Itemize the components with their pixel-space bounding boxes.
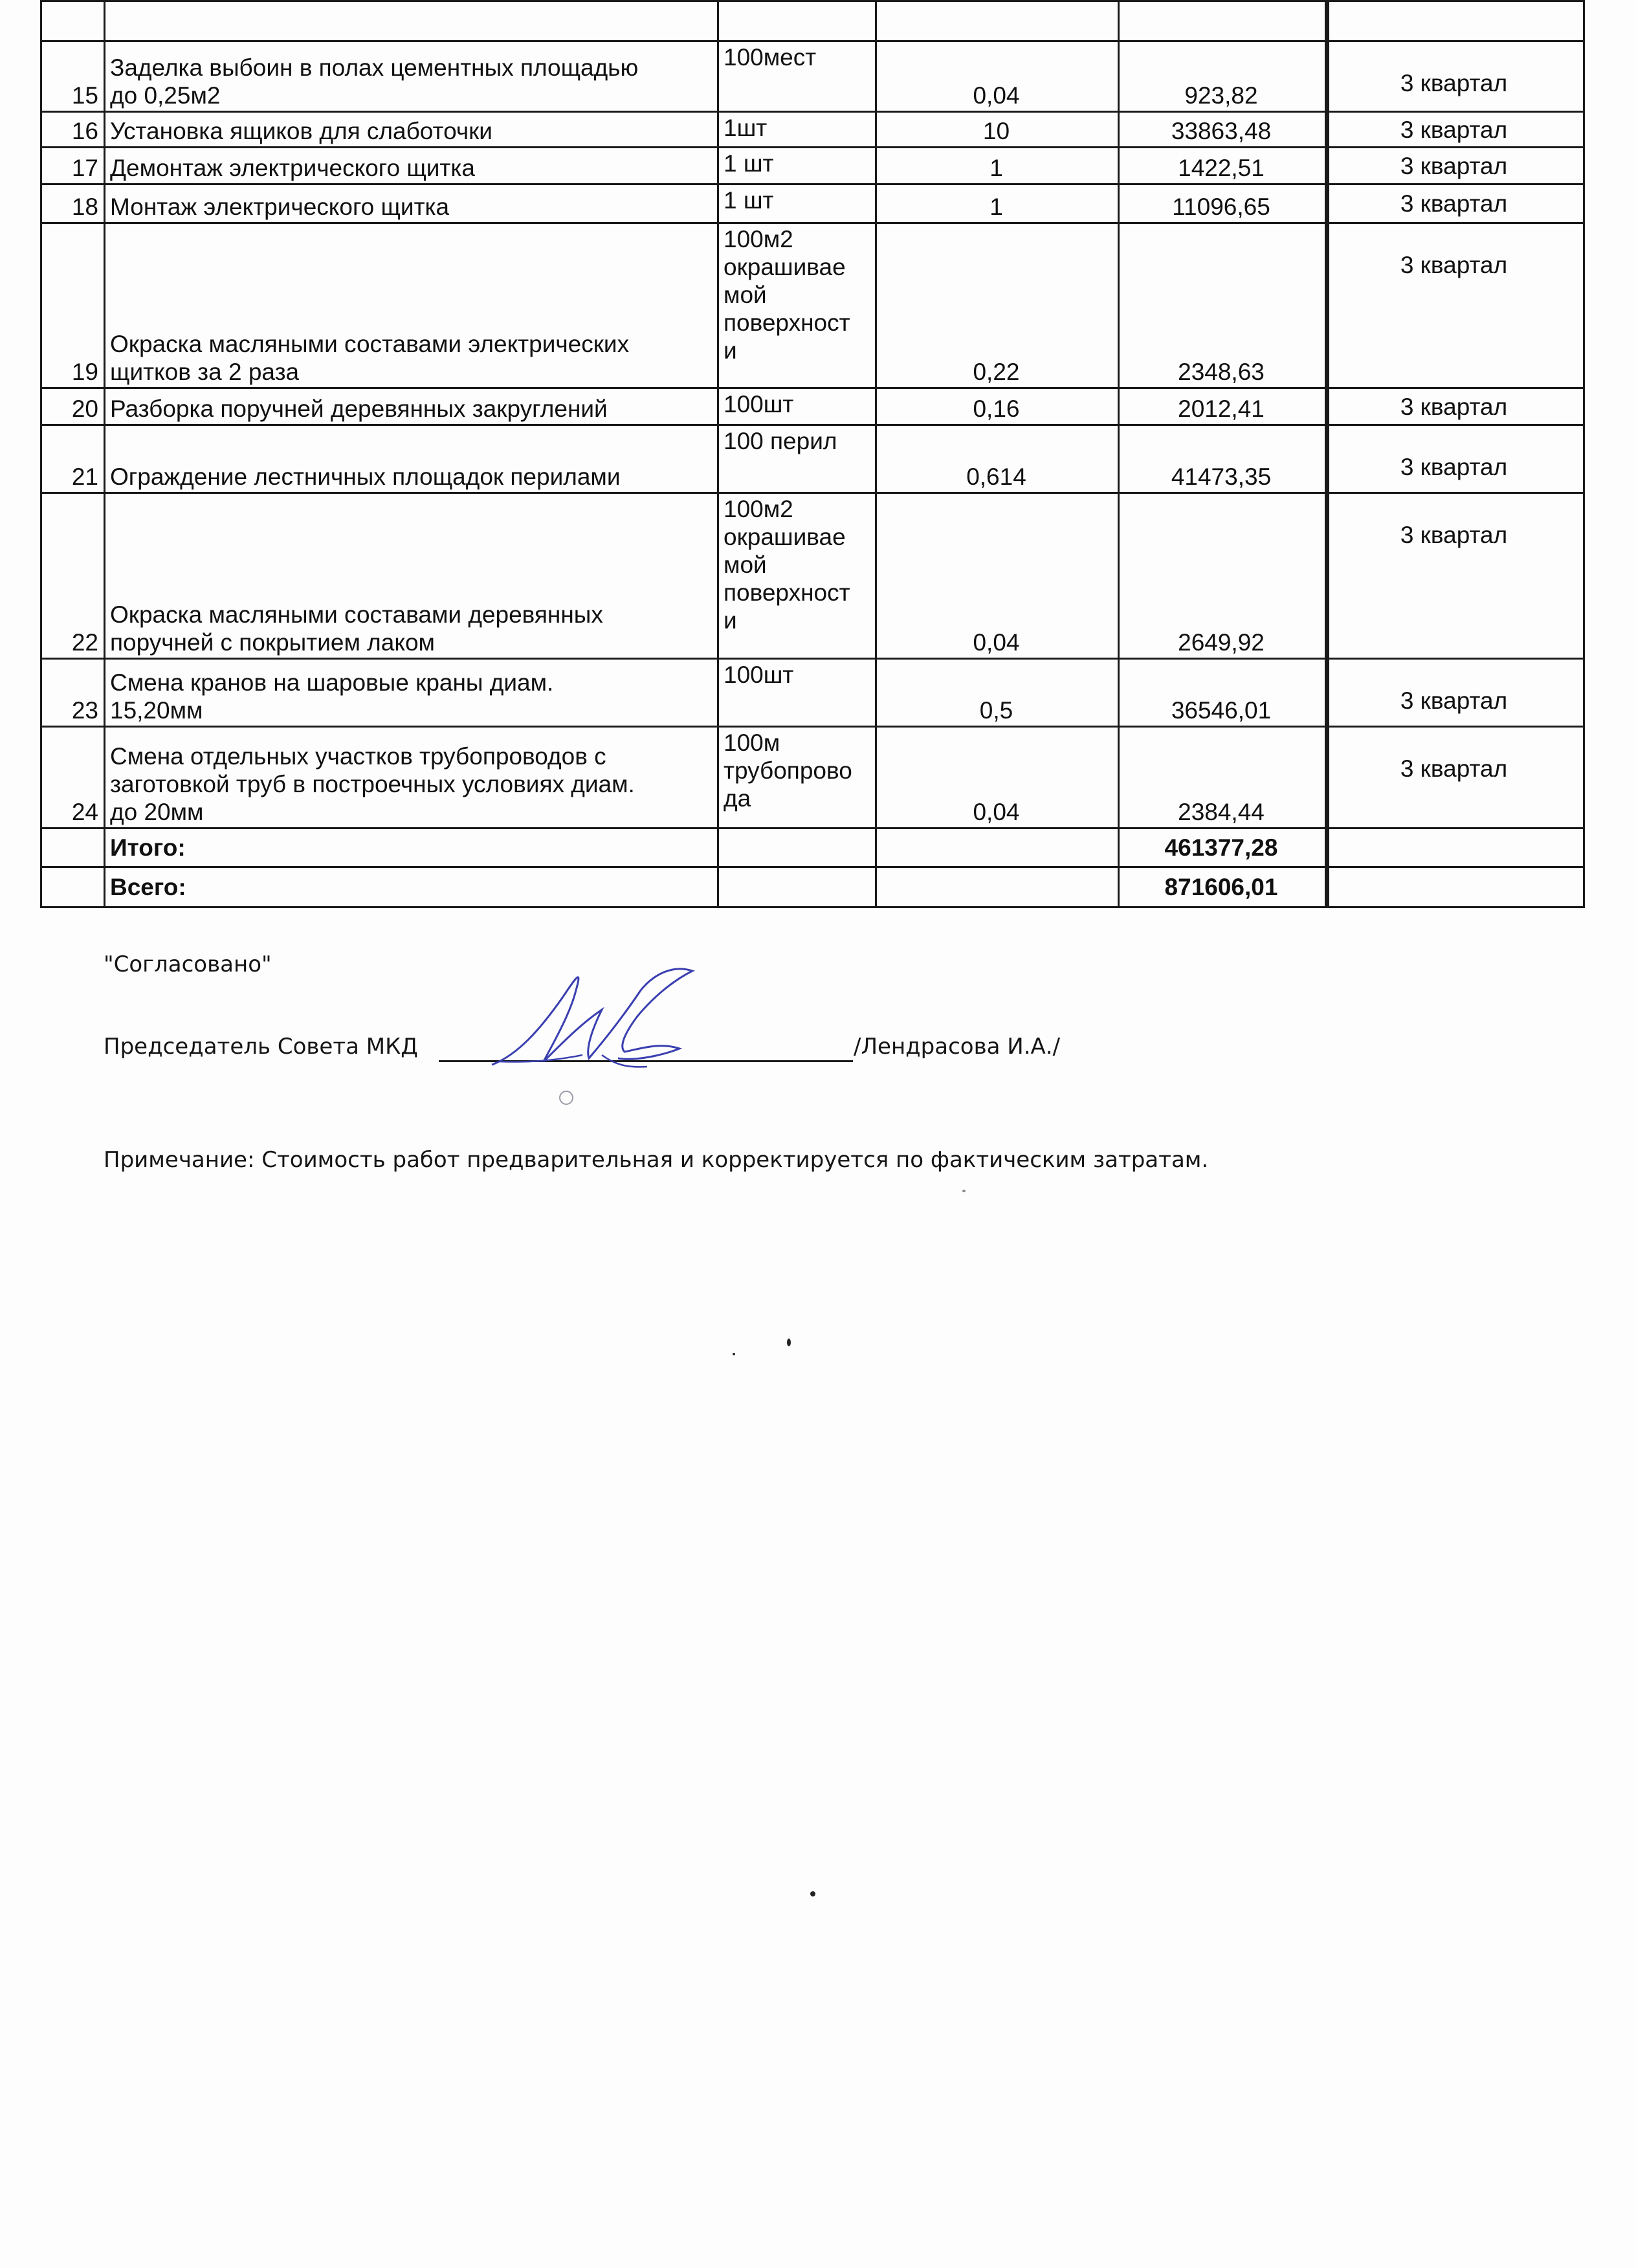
table-column-divider — [40, 0, 42, 908]
chairman-label: Председатель Совета МКД — [104, 1034, 418, 1060]
unit: 1 шт — [724, 187, 774, 214]
unit: 1шт — [724, 115, 768, 141]
unit: 100м2 окрашивае мой поверхност и — [724, 496, 850, 634]
table-column-divider — [1118, 0, 1120, 908]
table-row-divider — [40, 424, 1585, 426]
handwritten-signature — [479, 951, 712, 1107]
row-number: 15 — [71, 82, 98, 109]
unit: 100 перил — [724, 428, 837, 454]
work-name: Заделка выбоин в полах цементных площадью до 0,25м2 — [110, 54, 639, 109]
period: 3 квартал — [1400, 687, 1508, 714]
unit: 100мест — [724, 44, 817, 71]
row-number: 16 — [71, 118, 98, 144]
table-row-divider — [40, 146, 1585, 148]
cost: 2649,92 — [1178, 629, 1265, 656]
subtotal-value: 461377,28 — [1164, 834, 1278, 861]
row-number: 17 — [71, 155, 98, 181]
table-row-divider — [40, 492, 1585, 494]
table-row-divider — [40, 866, 1585, 868]
work-name: Демонтаж электрического щитка — [110, 155, 475, 181]
row-number: 18 — [71, 194, 98, 220]
estimate-table — [0, 0, 1636, 913]
period: 3 квартал — [1400, 190, 1508, 217]
table-row-divider — [40, 387, 1585, 389]
cost: 36546,01 — [1171, 697, 1272, 724]
period: 3 квартал — [1400, 755, 1508, 782]
period: 3 квартал — [1400, 522, 1508, 548]
table-row-divider — [40, 183, 1585, 185]
cost: 33863,48 — [1171, 118, 1272, 144]
unit: 100м2 окрашивае мой поверхност и — [724, 226, 850, 364]
period: 3 квартал — [1400, 252, 1508, 278]
unit: 100шт — [724, 391, 794, 417]
quantity: 0,04 — [973, 799, 1020, 825]
table-row-divider — [40, 222, 1585, 224]
work-name: Смена кранов на шаровые краны диам. 15,20мм — [110, 669, 554, 724]
cost: 923,82 — [1184, 82, 1258, 109]
table-row-divider — [40, 827, 1585, 829]
table-row-divider — [40, 906, 1585, 908]
unit: 100шт — [724, 662, 794, 688]
quantity: 0,5 — [979, 697, 1013, 724]
period: 3 квартал — [1400, 116, 1508, 143]
work-name: Установка ящиков для слаботочки — [110, 118, 492, 144]
cost: 41473,35 — [1171, 463, 1272, 490]
table-column-divider — [875, 0, 877, 908]
agreed-label: "Согласовано" — [104, 951, 272, 977]
scan-speck — [962, 1190, 966, 1192]
scan-speck — [810, 1891, 815, 1896]
row-number: 20 — [71, 395, 98, 422]
period: 3 квартал — [1400, 70, 1508, 96]
work-name: Разборка поручней деревянных закруглений — [110, 395, 608, 422]
row-number: 24 — [71, 799, 98, 825]
cost: 2348,63 — [1178, 359, 1265, 385]
quantity: 1 — [989, 155, 1003, 181]
quantity: 0,22 — [973, 359, 1020, 385]
period: 3 квартал — [1400, 152, 1508, 179]
work-name: Смена отдельных участков трубопроводов с заготовкой труб в построечных условиях диам. до 20мм — [110, 743, 635, 825]
period: 3 квартал — [1400, 393, 1508, 420]
table-row-divider — [40, 658, 1585, 660]
scan-speck — [733, 1353, 735, 1355]
subtotal-label: Итого: — [110, 834, 186, 861]
quantity: 0,16 — [973, 395, 1020, 422]
row-number: 23 — [71, 697, 98, 724]
cost: 2384,44 — [1178, 799, 1265, 825]
total-label: Всего: — [110, 874, 186, 900]
quantity: 10 — [982, 118, 1010, 144]
row-number: 22 — [71, 629, 98, 656]
note-text: Примечание: Стоимость работ предварительная и корректируется по фактическим затратам. — [104, 1147, 1209, 1173]
scan-speck — [787, 1339, 791, 1346]
table-column-divider — [1583, 0, 1585, 908]
table-column-divider — [717, 0, 719, 908]
table-column-divider — [104, 0, 105, 908]
period: 3 квартал — [1400, 454, 1508, 480]
unit: 1 шт — [724, 150, 774, 177]
table-column-divider — [1325, 0, 1329, 908]
cost: 11096,65 — [1172, 194, 1270, 220]
total-value: 871606,01 — [1164, 874, 1278, 900]
quantity: 0,614 — [966, 463, 1026, 490]
table-row-divider — [40, 726, 1585, 728]
work-name: Монтаж электрического щитка — [110, 194, 450, 220]
work-name: Окраска масляными составами электрических щитков за 2 раза — [110, 331, 630, 385]
work-name: Окраска масляными составами деревянных поручней с покрытием лаком — [110, 601, 603, 656]
cost: 1422,51 — [1178, 155, 1265, 181]
table-row-divider — [40, 111, 1585, 113]
row-number: 21 — [71, 463, 98, 490]
quantity: 0,04 — [973, 629, 1020, 656]
table-border-top — [40, 0, 1583, 2]
unit: 100м трубопрово да — [724, 729, 852, 812]
quantity: 0,04 — [973, 82, 1020, 109]
table-row-divider — [40, 40, 1585, 42]
row-number: 19 — [71, 359, 98, 385]
chairman-name: /Лендрасова И.А./ — [854, 1034, 1061, 1060]
cost: 2012,41 — [1178, 395, 1265, 422]
quantity: 1 — [989, 194, 1003, 220]
work-name: Ограждение лестничных площадок перилами — [110, 463, 621, 490]
